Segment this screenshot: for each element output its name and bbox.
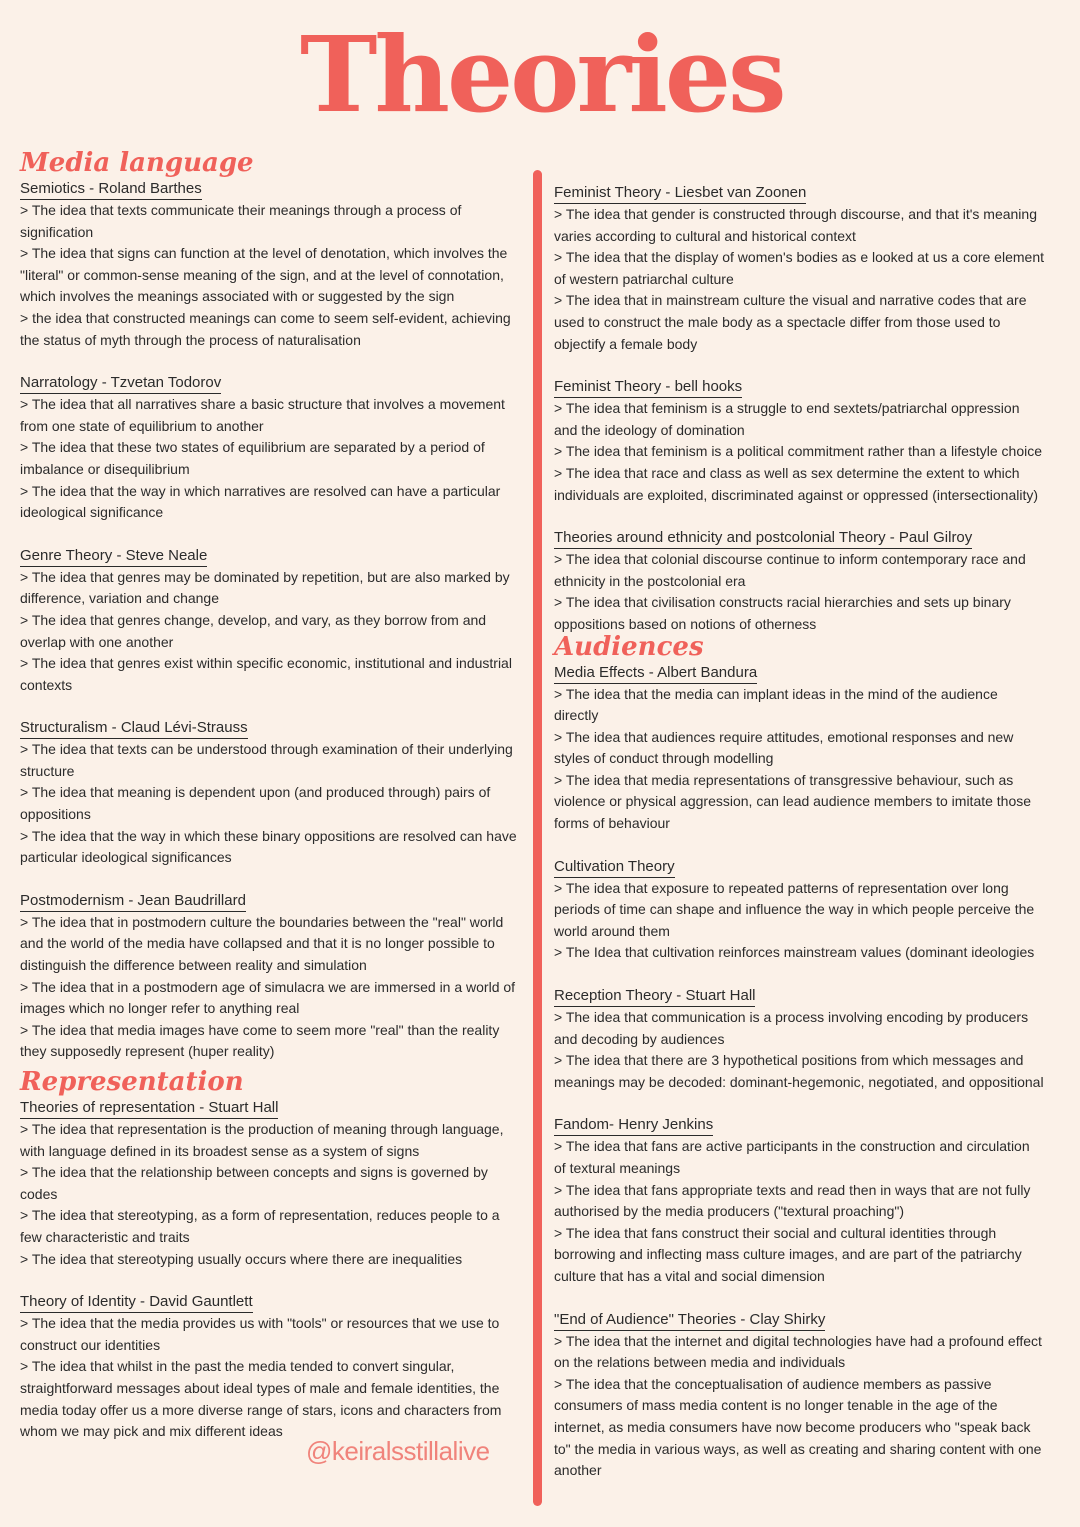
theory-title: Reception Theory - Stuart Hall <box>554 985 755 1007</box>
theory-title: Theories of representation - Stuart Hall <box>20 1097 278 1119</box>
theory-point: > The idea that the display of women's bodies as e looked at us a core element of western patriarchal culture <box>554 249 1044 287</box>
theory-title: Feminist Theory - Liesbet van Zoonen <box>554 182 806 204</box>
theory-point: > The idea that stereotyping usually occurs where there are inequalities <box>20 1250 463 1267</box>
theory-point: > The idea that stereotyping, as a form of representation, reduces people to a few characteristic and traits <box>20 1207 500 1245</box>
theory-point: > The idea that fans are active participants in the construction and circulation of textural meanings <box>554 1138 1030 1176</box>
theory-point: > The idea that all narratives share a basic structure that involves a movement from one state of equilibrium to another <box>20 396 505 434</box>
author-handle: @keiralsstillalive <box>306 1436 490 1466</box>
theory-title: Genre Theory - Steve Neale <box>20 545 207 567</box>
theory-point: > The idea that gender is constructed through discourse, and that it's meaning varies according to cultural and historical context <box>554 206 1037 244</box>
theory-point: > The idea that in postmodern culture the boundaries between the "real" world and the world of the media have collapsed and that it is no longer possible to distinguish the difference between reality and simulation <box>20 913 504 974</box>
theory-block <box>20 372 520 524</box>
theory-block <box>554 182 1044 355</box>
theory-title: Feminist Theory - bell hooks <box>554 376 742 398</box>
theory-block <box>554 985 1044 1093</box>
gender-ethnicity-theories <box>554 182 1044 636</box>
theory-title: "End of Audience" Theories - Clay Shirky <box>554 1309 825 1331</box>
theory-point: > The idea that signs can function at the level of denotation, which involves the "literal" or common-sense meaning of the sign, and at the level of connotation, which involves the meanings associated with or suggested by the sign <box>20 245 508 305</box>
audiences-heading: Audiences <box>554 631 704 662</box>
theory-point: > The idea that in a postmodern age of simulacra we are immersed in a world of images which no longer refer to anything real <box>20 978 516 1017</box>
representation-heading: Representation <box>20 1067 244 1097</box>
media-language-theories <box>20 178 520 1063</box>
theory-block <box>554 1114 1044 1287</box>
theory-title: Narratology - Tzvetan Todorov <box>20 372 221 394</box>
theory-point: > The idea that in mainstream culture the visual and narrative codes that are used to construct the male body as a spectacle differ from those used to objectify a female body <box>554 292 1027 352</box>
theory-point: > The idea that the way in which these binary oppositions are resolved can have particular ideological significances <box>20 827 517 866</box>
theory-point: > The idea that there are 3 hypothetical positions from which messages and meanings may be decoded: dominant-hegemonic, negotiated, and oppositional <box>554 1052 1044 1090</box>
theory-point: > The idea that the way in which narratives are resolved can have a particular ideological significance <box>20 482 501 521</box>
theory-point: > The idea that meaning is dependent upon (and produced through) pairs of oppositions <box>20 784 491 823</box>
theory-block <box>20 178 520 351</box>
theory-block <box>554 527 1044 635</box>
theory-point: > The idea that the media can implant ideas in the mind of the audience directly <box>554 685 998 724</box>
theory-point: > The idea that the conceptualisation of audience members as passive consumers of mass media content is no longer tenable in the age of the internet, as media consumers have now become producers who "speak back to" the media in various ways, as well as creating and sharing content with one another <box>554 1375 1042 1479</box>
theory-point: > The idea that media images have come to seem more "real" than the reality they supposedly represent (huper reality) <box>20 1021 500 1060</box>
theory-point: > The idea that whilst in the past the media tended to convert singular, straightforward messages about ideal types of male and female identities, the media today offer us a more diverse range of stars, icons and characters from whom we may pick and mix different ideas <box>20 1358 502 1440</box>
theory-title: Media Effects - Albert Bandura <box>554 662 757 684</box>
theory-point: > The idea that these two states of equilibrium are separated by a period of imbalance or disequilibrium <box>20 439 485 477</box>
theory-point: > The idea that texts can be understood through examination of their underlying structure <box>20 741 513 779</box>
theory-title: Cultivation Theory <box>554 856 675 878</box>
theory-point: > The idea that the relationship between concepts and signs is governed by codes <box>20 1164 488 1202</box>
theory-title: Structuralism - Claud Lévi-Strauss <box>20 717 248 739</box>
theory-point: > The idea that feminism is a political commitment rather than a lifestyle choice <box>554 443 1043 460</box>
theory-block <box>554 1309 1044 1482</box>
theory-point: > The idea that fans appropriate texts and read then in ways that are not fully authorised by the media producers ("textural proaching") <box>554 1181 1031 1220</box>
theory-block <box>554 856 1044 964</box>
theory-point: > The idea that civilisation constructs racial hierarchies and sets up binary oppositions based on notions of otherness <box>554 594 1011 632</box>
page-title: Theories <box>300 13 784 136</box>
theory-title: Semiotics - Roland Barthes <box>20 178 202 200</box>
audiences-theories <box>554 662 1044 1482</box>
theory-point: > The idea that the internet and digital technologies have had a profound effect on the relations between media and individuals <box>554 1332 1042 1371</box>
theory-point: > the idea that constructed meanings can come to seem self-evident, achieving the status of myth through the process of naturalisation <box>20 309 511 348</box>
theory-point: > The Idea that cultivation reinforces mainstream values (dominant ideologies <box>554 944 1035 961</box>
theory-title: Fandom- Henry Jenkins <box>554 1114 713 1136</box>
theory-block <box>554 376 1044 506</box>
representation-theories <box>20 1097 520 1443</box>
theory-block <box>20 545 520 697</box>
theory-block <box>20 1291 520 1443</box>
theory-title: Postmodernism - Jean Baudrillard <box>20 890 246 912</box>
theory-title: Theories around ethnicity and postcolonial Theory - Paul Gilroy <box>554 527 972 549</box>
theory-point: > The idea that feminism is a struggle to end sextets/patriarchal oppression and the ideology of domination <box>554 400 1020 438</box>
theory-point: > The idea that genres exist within specific economic, institutional and industrial contexts <box>20 655 512 693</box>
theory-block <box>20 1097 520 1270</box>
theory-point: > The idea that media representations of transgressive behaviour, such as violence or physical aggression, can lead audience members to imitate those forms of behaviour <box>554 771 1032 832</box>
theory-point: > The idea that genres may be dominated by repetition, but are also marked by difference, variation and change <box>20 568 510 607</box>
right-column <box>554 182 1044 1482</box>
theory-point: > The idea that genres change, develop, and vary, as they borrow from and overlap with one another <box>20 611 487 650</box>
theory-point: > The idea that fans construct their social and cultural identities through borrowing and inflecting mass culture images, and are part of the patriarchy culture that has a vital and social dimension <box>554 1224 1022 1284</box>
theory-point: > The idea that audiences require attitudes, emotional responses and new styles of conduct through modelling <box>554 728 1014 767</box>
theory-point: > The idea that colonial discourse continue to inform contemporary race and ethnicity in the postcolonial era <box>554 551 1026 589</box>
theory-point: > The idea that exposure to repeated patterns of representation over long periods of time can shape and influence the way in which people perceive the world around them <box>554 879 1035 939</box>
theory-point: > The idea that texts communicate their meanings through a process of signification <box>20 202 462 240</box>
theory-point: > The idea that representation is the production of meaning through language, with language defined in its broadest sense as a system of signs <box>20 1121 504 1159</box>
column-divider <box>533 170 542 1506</box>
theory-point: > The idea that communication is a process involving encoding by producers and decoding by audiences <box>554 1009 1029 1047</box>
theory-block <box>20 890 520 1063</box>
theory-point: > The idea that race and class as well as sex determine the extent to which individuals are exploited, discriminated against or oppressed (intersectionality) <box>554 464 1039 503</box>
theory-title: Theory of Identity - David Gauntlett <box>20 1291 253 1313</box>
theory-point: > The idea that the media provides us with "tools" or resources that we use to construct our identities <box>20 1315 500 1353</box>
left-column <box>20 148 520 1443</box>
theory-block <box>20 717 520 869</box>
theory-block <box>554 662 1044 835</box>
media-language-heading: Media language <box>20 148 254 178</box>
